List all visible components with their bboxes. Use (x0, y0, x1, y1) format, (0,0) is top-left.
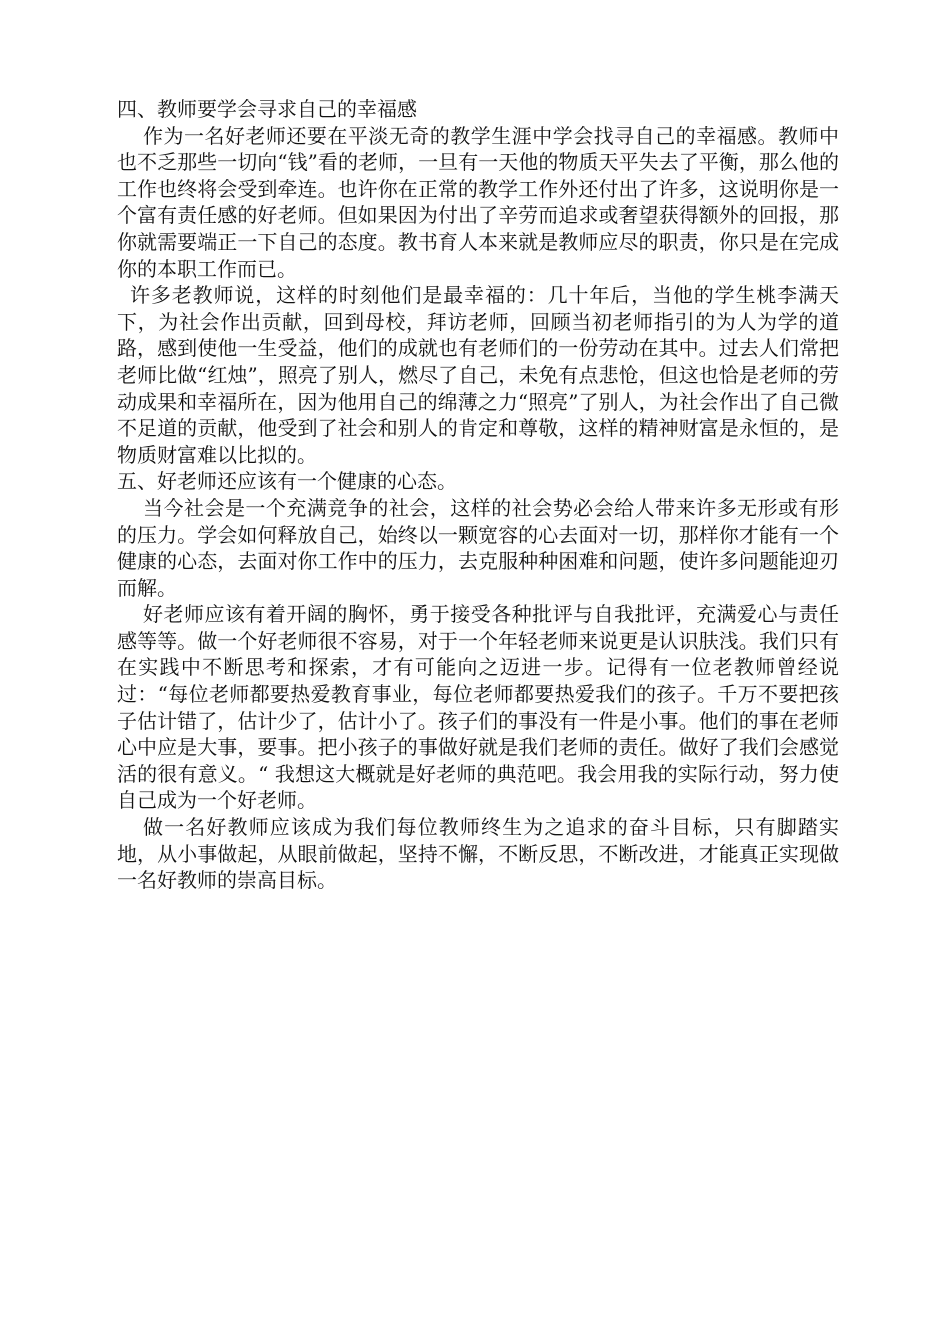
paragraph-happiness: 作为一名好老师还要在平淡无奇的教学生涯中学会找寻自己的幸福感。教师中也不乏那些一切向“钱”看的老师，一旦有一天他的物质天平失去了平衡，那么他的工作也终将会受到牵连。也许你在正常的教学工作外还付出了许多，这说明你是一个富有责任感的好老师。但如果因为付出了辛劳而追求或奢望获得额外的回报，那你就需要端正一下自己的态度。教书育人本来就是教师应尽的职责，你只是在完成你的本职工作而已。 (117, 123, 839, 281)
paragraph-goal: 做一名好教师应该成为我们每位教师终生为之追求的奋斗目标，只有脚踏实地，从小事做起，从眼前做起，坚持不懈，不断反思，不断改进，才能真正实现做一名好教师的崇高目标。 (117, 815, 839, 893)
paragraph-pressure: 当今社会是一个充满竞争的社会，这样的社会势必会给人带来许多无形或有形的压力。学会如何释放自己，始终以一颗宽容的心去面对一切，那样你才能有一个健康的心态，去面对你工作中的压力，去克服种种困难和问题，使许多问题能迎刃而解。 (117, 495, 839, 600)
section-heading-4: 四、教师要学会寻求自己的幸福感 (117, 97, 417, 121)
document-body (117, 96, 839, 894)
section-heading-5: 五、好老师还应该有一个健康的心态。 (117, 469, 457, 494)
paragraph-open-mind: 好老师应该有着开阔的胸怀，勇于接受各种批评与自我批评，充满爱心与责任感等等。做一个好老师很不容易，对于一个年轻老师来说更是认识肤浅。我们只有在实践中不断思考和探索，才有可能向之迈进一步。记得有一位老教师曾经说过：“每位老师都要热爱教育事业，每位老师都要热爱我们的孩子。千万不要把孩子估计错了，估计少了，估计小了。孩子们的事没有一件是小事。他们的事在老师心中应是大事，要事。把小孩子的事做好就是我们老师的责任。做好了我们会感觉活的很有意义。“ 我想这大概就是好老师的典范吧。我会用我的实际行动，努力使自己成为一个好老师。 (117, 602, 839, 813)
paragraph-old-teachers: 许多老教师说，这样的时刻他们是最幸福的：几十年后，当他的学生桃李满天下，为社会作出贡献，回到母校，拜访老师，回顾当初老师指引的为人为学的道路，感到使他一生受益，他们的成就也有老师们的一份劳动在其中。过去人们常把老师比做“红烛”，照亮了别人，燃尽了自己，未免有点悲怆，但这也恰是老师的劳动成果和幸福所在，因为他用自己的绵薄之力“照亮”了别人，为社会作出了自己微不足道的贡献，他受到了社会和别人的肯定和尊敬，这样的精神财富是永恒的，是物质财富难以比拟的。 (117, 283, 839, 467)
